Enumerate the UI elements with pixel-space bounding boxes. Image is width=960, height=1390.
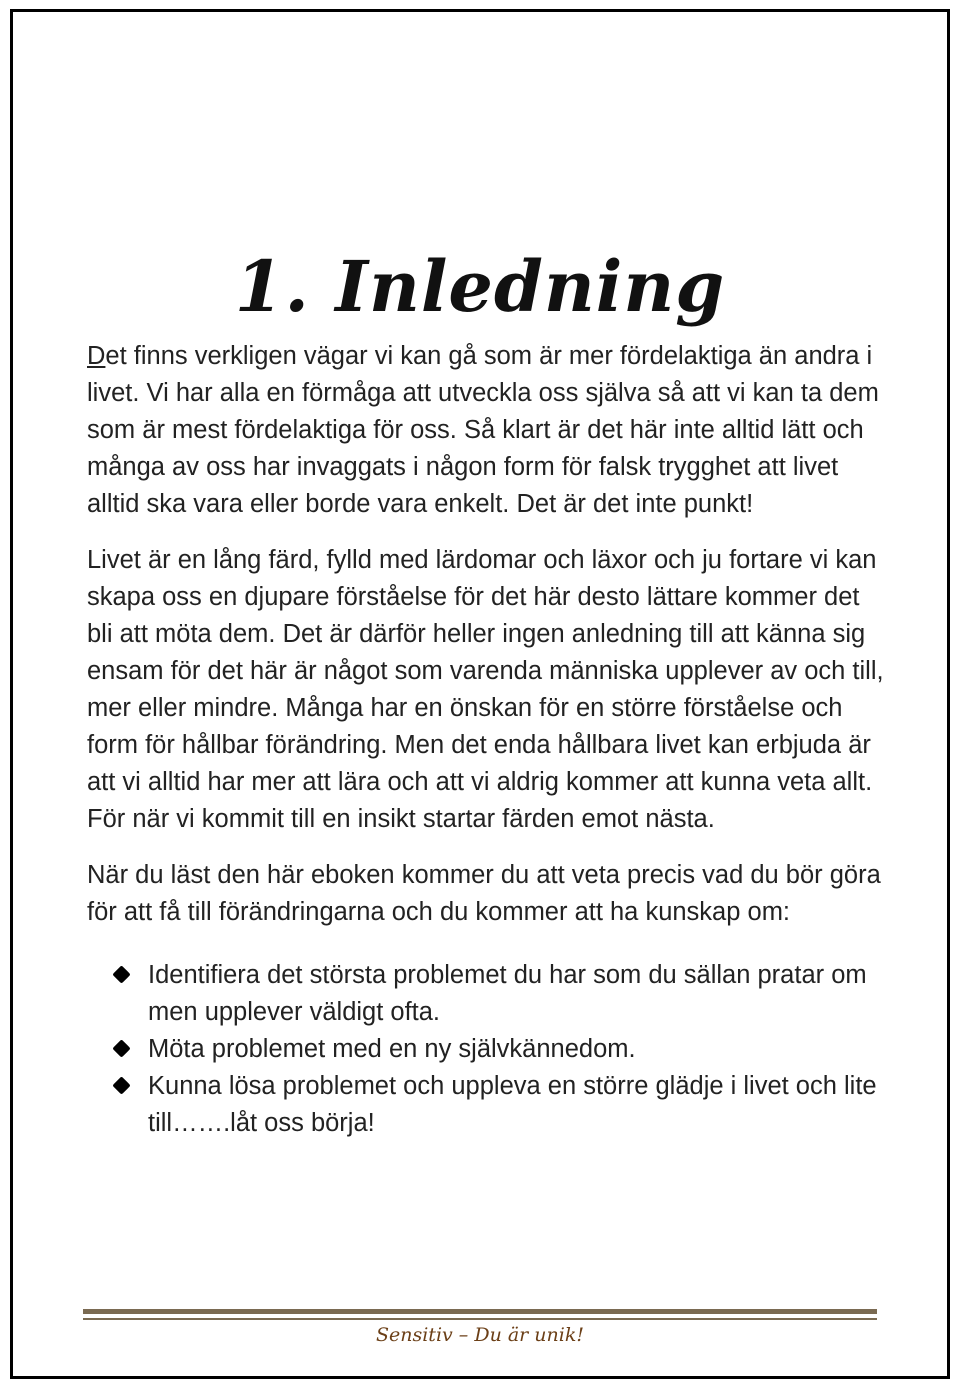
intro-text: et finns verkligen vägar vi kan gå som är mer fördelaktiga än andra i livet. Vi har alla en förmåga att utveckla oss själva så att vi kan ta dem som är mest fördelaktiga för oss. Så klart är det här inte alltid lätt och många av oss har invaggats i någon form för falsk trygghet att livet alltid ska vara eller borde vara enkelt. Det är det inte punkt! (87, 342, 879, 518)
knowledge-list (87, 957, 887, 1142)
paragraph-intro (87, 338, 887, 523)
list-item-text: Kunna lösa problemet och uppleva en större glädje i livet och lite till…….låt oss börja! (148, 1072, 877, 1137)
body-content (87, 338, 887, 1142)
bullet-icon (112, 1076, 130, 1094)
list-item (87, 957, 887, 1031)
intro-first-letter: D (87, 342, 106, 370)
paragraph-ebook: När du läst den här eboken kommer du att veta precis vad du bör göra för att få till förändringarna och du kommer att ha kunskap om: (87, 861, 881, 926)
footer-tagline: Sensitiv – Du är unik! (375, 1324, 584, 1346)
page-title: 1. Inledning (234, 244, 726, 328)
list-item-text: Identifiera det största problemet du har som du sällan pratar om men upplever väldigt ofta. (148, 961, 867, 1026)
list-item-text: Möta problemet med en ny självkännedom. (148, 1035, 636, 1063)
bullet-icon (112, 1039, 130, 1057)
bullet-icon (112, 965, 130, 983)
paragraph-journey: Livet är en lång färd, fylld med lärdomar och läxor och ju fortare vi kan skapa oss en djupare förståelse för det här desto lättare kommer det bli att möta dem. Det är därför heller ingen anledning till att känna sig ensam för det här är något som varenda människa upplever av och till, mer eller mindre. Många har en önskan för en större förståelse och form för hållbar förändring. Men det enda hållbara livet kan erbjuda är att vi alltid har mer att lära och att vi aldrig kommer att kunna veta allt. För när vi kommit till en insikt startar färden emot nästa. (87, 546, 884, 833)
footer-divider-thick (83, 1309, 877, 1314)
list-item (87, 1031, 887, 1068)
list-item (87, 1068, 887, 1142)
